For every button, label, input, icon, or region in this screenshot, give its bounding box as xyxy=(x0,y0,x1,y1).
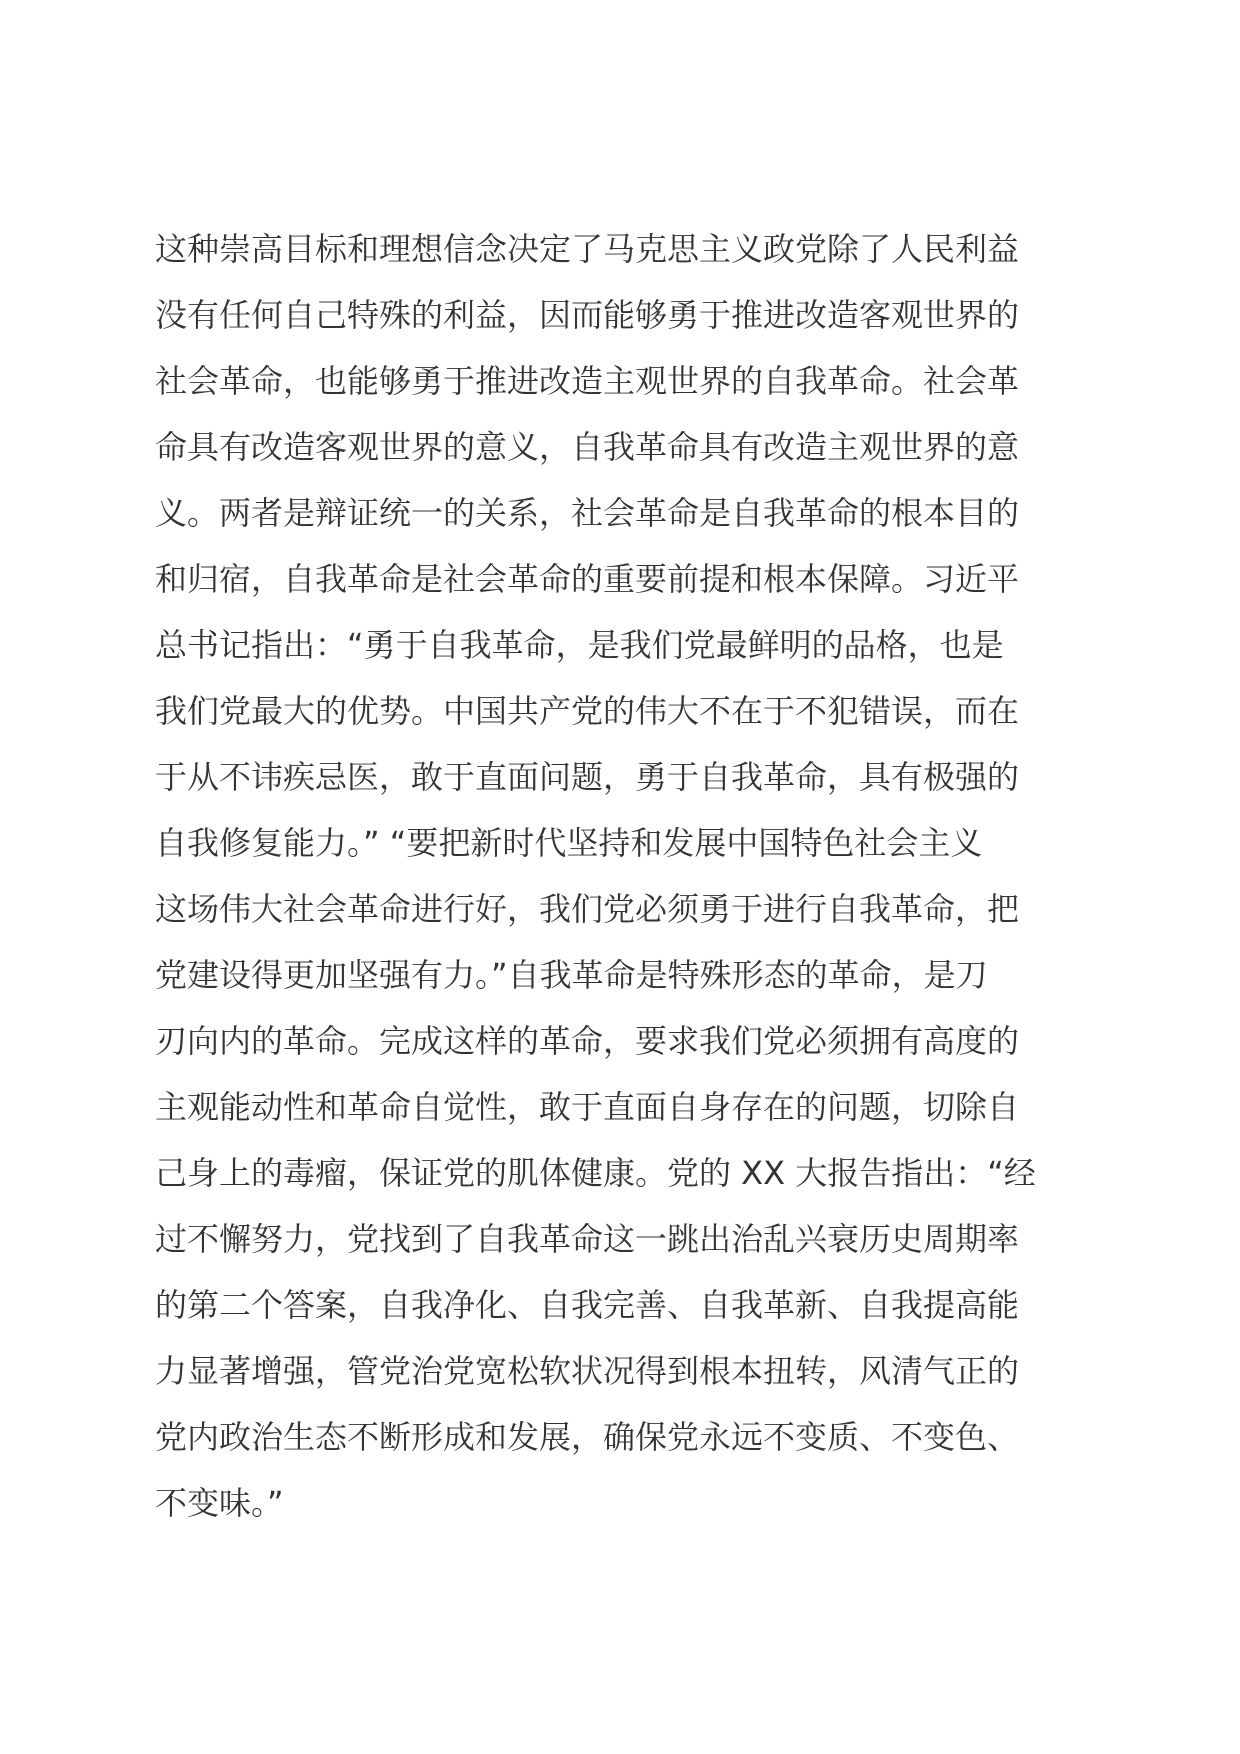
text-line: 党建设得更加坚强有力。”自我革命是特殊形态的革命，是刀 xyxy=(155,956,988,994)
text-line: 主观能动性和革命自觉性，敢于直面自身存在的问题，切除自 xyxy=(155,1088,1020,1126)
text-line: 力显著增强，管党治党宽松软状况得到根本扭转，风清气正的 xyxy=(155,1352,1020,1390)
text-line: 自我修复能力。” “要把新时代坚持和发展中国特色社会主义 xyxy=(155,824,983,862)
text-line: 刃向内的革命。完成这样的革命，要求我们党必须拥有高度的 xyxy=(155,1022,1020,1060)
text-line: 和归宿，自我革命是社会革命的重要前提和根本保障。习近平 xyxy=(155,560,1020,598)
text-line: 己身上的毒瘤，保证党的肌体健康。党的 XX 大报告指出：“经 xyxy=(155,1154,1036,1192)
text-line: 不变味。” xyxy=(155,1484,284,1522)
text-line: 党内政治生态不断形成和发展，确保党永远不变质、不变色、 xyxy=(155,1418,1020,1456)
text-line: 我们党最大的优势。中国共产党的伟大不在于不犯错误，而在 xyxy=(155,692,1020,730)
text-line: 没有任何自己特殊的利益，因而能够勇于推进改造客观世界的 xyxy=(155,296,1020,334)
text-line: 于从不讳疾忌医，敢于直面问题，勇于自我革命，具有极强的 xyxy=(155,758,1020,796)
text-line: 社会革命，也能够勇于推进改造主观世界的自我革命。社会革 xyxy=(155,362,1020,400)
text-line: 义。两者是辩证统一的关系，社会革命是自我革命的根本目的 xyxy=(155,494,1020,532)
text-line: 总书记指出：“勇于自我革命，是我们党最鲜明的品格，也是 xyxy=(155,626,1004,664)
body-paragraph xyxy=(155,216,1095,1536)
text-line: 命具有改造客观世界的意义，自我革命具有改造主观世界的意 xyxy=(155,428,1020,466)
text-line: 这场伟大社会革命进行好，我们党必须勇于进行自我革命，把 xyxy=(155,890,1020,928)
text-line: 这种崇高目标和理想信念决定了马克思主义政党除了人民利益 xyxy=(155,230,1020,268)
text-line: 的第二个答案，自我净化、自我完善、自我革新、自我提高能 xyxy=(155,1286,1020,1324)
text-line: 过不懈努力，党找到了自我革命这一跳出治乱兴衰历史周期率 xyxy=(155,1220,1020,1258)
